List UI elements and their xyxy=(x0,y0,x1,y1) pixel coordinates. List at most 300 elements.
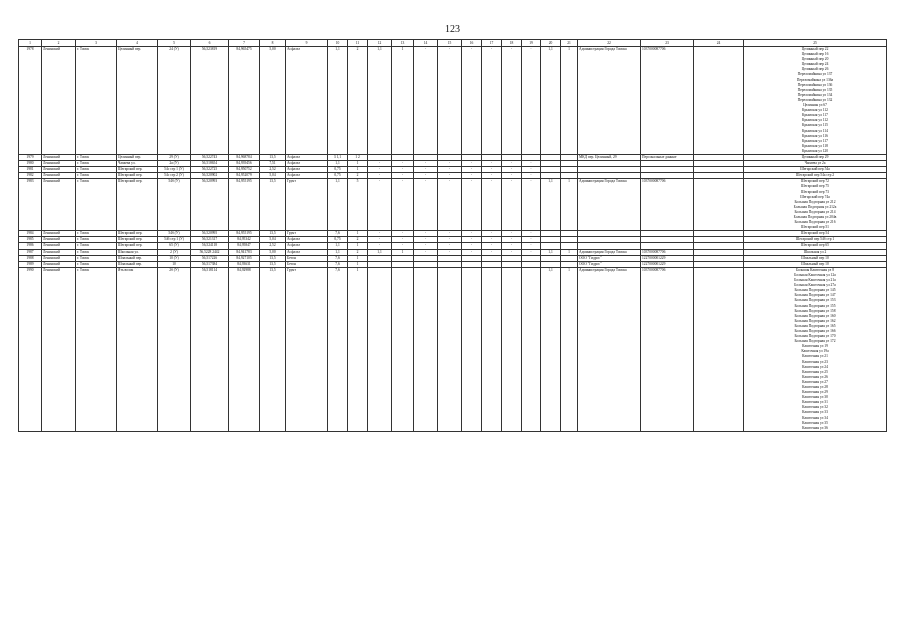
served-address: Кашточная ул 23 xyxy=(802,359,828,364)
table-cell: 1979 xyxy=(19,154,42,160)
column-number: 7 xyxy=(229,40,260,47)
table-cell: 0,75 xyxy=(328,173,348,179)
table-cell: Шегарский пер. xyxy=(117,237,158,243)
table-cell: Грунт xyxy=(286,231,328,237)
table-cell: Бетон xyxy=(286,255,328,261)
table-cell: 56,518114 xyxy=(191,267,229,431)
table-cell: 13,5 xyxy=(260,255,286,261)
column-number: 2 xyxy=(42,40,76,47)
table-cell: - xyxy=(414,167,438,173)
table-cell: - xyxy=(482,173,502,179)
table-cell: 84,93631 xyxy=(229,261,260,267)
table-cell: 1 xyxy=(561,47,578,155)
table-cell: - xyxy=(392,243,414,249)
table-cell: Целинный пер. xyxy=(117,154,158,160)
table-cell: - xyxy=(502,161,522,167)
served-address: Кашточная ул 35 xyxy=(802,420,828,425)
table-cell: 2а (У) xyxy=(158,161,191,167)
table-row xyxy=(19,267,887,431)
served-address: Крымская ул 116 xyxy=(802,133,828,138)
column-number: 13 xyxy=(392,40,414,47)
served-address: Большая Подгорная ул 214 xyxy=(794,209,836,214)
column-number: 11 xyxy=(348,40,368,47)
table-cell: - xyxy=(368,161,392,167)
table-cell: - xyxy=(522,161,541,167)
column-number: 24 xyxy=(694,40,744,47)
served-address: Большая Подгорная ул 153 xyxy=(794,298,836,303)
served-address: Целинный пер 16 xyxy=(801,52,829,57)
table-cell: г. Томск xyxy=(76,237,117,243)
table-cell: 1985 xyxy=(19,237,42,243)
served-address: Переломайкина ул 137 xyxy=(797,72,833,77)
table-cell: 1 xyxy=(348,161,368,167)
table-cell: 2 xyxy=(348,47,368,155)
table-cell: г. Томск xyxy=(76,261,117,267)
table-cell xyxy=(392,267,414,431)
served-address: Большая Подгорная ул 216 xyxy=(794,220,836,225)
table-cell: - xyxy=(414,173,438,179)
table-cell: - xyxy=(502,237,522,243)
served-address: Шегарский пер 54а xyxy=(800,167,830,172)
table-cell: - xyxy=(438,167,462,173)
table-cell: - xyxy=(502,167,522,173)
served-address: Кашточная ул 24 xyxy=(802,364,828,369)
table-cell: - xyxy=(414,243,438,249)
column-number: 6 xyxy=(191,40,229,47)
served-address: Кашточная ул 32 xyxy=(802,405,828,410)
table-cell: Ленинский xyxy=(42,243,76,249)
table-cell: 1 xyxy=(348,255,368,261)
table-cell: 1990 xyxy=(19,267,42,431)
served-address: Большая Подгорная ул 212а xyxy=(793,204,837,209)
table-cell: 0,75 xyxy=(328,237,348,243)
table-cell: - xyxy=(438,179,462,231)
table-cell: 56,517226 xyxy=(191,255,229,261)
table-cell: Ленинский xyxy=(42,154,76,160)
table-cell: - xyxy=(482,179,502,231)
table-cell: - xyxy=(522,179,541,231)
table-cell xyxy=(414,267,438,431)
table-cell: 1,1 xyxy=(328,47,348,155)
served-address: Большая Кашточная ул 8 xyxy=(795,267,835,272)
table-cell: ООО "Гидрос" xyxy=(578,255,641,261)
table-cell: - xyxy=(462,47,482,155)
table-cell: 1 xyxy=(561,267,578,431)
table-cell: - xyxy=(462,167,482,173)
column-number: 10 xyxy=(328,40,348,47)
served-addresses-cell xyxy=(744,47,887,155)
table-cell: 7,6 xyxy=(328,231,348,237)
served-address: Крымская ул 117 xyxy=(802,113,828,118)
table-cell: г. Томск xyxy=(76,167,117,173)
served-address: Крымская ул 118 xyxy=(802,143,828,148)
table-row xyxy=(19,47,887,155)
table-cell: г. Томск xyxy=(76,154,117,160)
table-cell: 1,1 xyxy=(328,161,348,167)
table-cell: Школьная ул. xyxy=(117,249,158,255)
table-cell: ООО "Гидрос" xyxy=(578,261,641,267)
table-cell: 10 (У) xyxy=(158,255,191,261)
table-cell: Ленинский xyxy=(42,231,76,237)
served-address: Шегарский пер 73 xyxy=(801,189,829,194)
table-cell: - xyxy=(462,173,482,179)
column-number: 5 xyxy=(158,40,191,47)
table-cell: 1986 xyxy=(19,243,42,249)
table-cell: - xyxy=(414,179,438,231)
table-cell: 2,52 xyxy=(260,167,286,173)
table-cell: 5,00 xyxy=(260,47,286,155)
table-cell: 1987 xyxy=(19,249,42,255)
table-cell: 54б (У) xyxy=(158,179,191,231)
registry-table xyxy=(18,39,887,432)
table-cell: - xyxy=(414,161,438,167)
table-cell: 56,523819 xyxy=(191,47,229,155)
table-cell: - xyxy=(502,243,522,249)
table-cell: 1227000001229 xyxy=(641,261,694,267)
served-address: Шпальный пер 10 xyxy=(801,261,829,266)
served-address: Большая Кашточная ул 12а xyxy=(794,272,836,277)
table-cell xyxy=(368,267,392,431)
served-address: Кашточная ул 30 xyxy=(802,395,828,400)
table-cell: - xyxy=(368,237,392,243)
table-cell: Администрация Города Томска xyxy=(578,249,641,255)
served-address: Большая Кашточная ул 27а xyxy=(794,283,836,288)
table-cell: 13,5 xyxy=(260,179,286,231)
column-number: 25 xyxy=(744,40,887,47)
table-cell: 1037000087706 xyxy=(641,179,694,231)
table-cell: г. Томск xyxy=(76,267,117,431)
table-cell: 7,6 xyxy=(328,255,348,261)
table-cell: Ленинский xyxy=(42,179,76,231)
served-address: Шегарский пер 54б стр 1 xyxy=(795,237,835,242)
table-cell: 1 xyxy=(392,47,414,155)
table-cell: - xyxy=(522,249,541,255)
column-number: 16 xyxy=(462,40,482,47)
table-cell: Шегарский пер. xyxy=(117,179,158,231)
table-cell: 1,1 xyxy=(541,249,561,255)
table-cell: 84,965475 xyxy=(229,47,260,155)
table-cell: 0,75 xyxy=(328,167,348,173)
table-cell: - xyxy=(462,237,482,243)
table-cell: Шегарский пер. xyxy=(117,231,158,237)
table-cell: 56,517384 xyxy=(191,261,229,267)
column-number: 20 xyxy=(541,40,561,47)
table-cell xyxy=(694,267,744,431)
table-cell: - xyxy=(502,47,522,155)
table-cell xyxy=(502,267,522,431)
served-address: Кашточная ул 25 xyxy=(802,369,828,374)
served-address: Переломайкина ул 136а xyxy=(796,77,834,82)
table-cell: Шегарский пер. xyxy=(117,173,158,179)
table-cell: 5,04 xyxy=(260,237,286,243)
table-cell: Администрация Города Томска xyxy=(578,47,641,155)
served-addresses-cell xyxy=(744,179,887,231)
column-number: 22 xyxy=(578,40,641,47)
table-cell: - xyxy=(482,243,502,249)
table-cell: - xyxy=(438,231,462,237)
table-cell: 10 xyxy=(158,261,191,267)
table-cell: - xyxy=(392,231,414,237)
table-cell: 56,520993 xyxy=(191,179,229,231)
table-cell: - xyxy=(368,179,392,231)
table-cell: Администрация Города Томска xyxy=(578,267,641,431)
served-address: Кашточная ул 19а xyxy=(801,349,829,354)
table-cell: 2б (У) xyxy=(158,267,191,431)
served-address: Крымская ул 115 xyxy=(802,123,828,128)
table-cell: 29 (У) xyxy=(158,154,191,160)
table-cell: г. Томск xyxy=(76,249,117,255)
table-cell: - xyxy=(414,249,438,255)
table-cell: 1,1 xyxy=(541,47,561,155)
table-cell: - xyxy=(392,161,414,167)
table-cell: 7,6 xyxy=(328,267,348,431)
table-cell: Ленинский xyxy=(42,161,76,167)
table-cell: - xyxy=(368,173,392,179)
table-cell: 56,520902 xyxy=(191,173,229,179)
served-address: Кашточная ул 34 xyxy=(802,415,828,420)
served-address: Кашточная ул 29 xyxy=(802,390,828,395)
table-cell: 1980 xyxy=(19,161,42,167)
served-address: Большая Подгорная ул 160 xyxy=(794,313,836,318)
table-cell: 1037000087706 xyxy=(641,249,694,255)
column-number: 8 xyxy=(260,40,286,47)
table-cell: - xyxy=(502,249,522,255)
table-cell: 13,5 xyxy=(260,261,286,267)
table-cell: - xyxy=(502,179,522,231)
table-cell: 2 xyxy=(348,249,368,255)
column-number: 3 xyxy=(76,40,117,47)
table-cell: г. Томск xyxy=(76,231,117,237)
table-cell: Персональные данные xyxy=(641,154,694,160)
served-address: Шпальный пер 10 xyxy=(801,255,829,260)
table-cell: Грунт xyxy=(286,179,328,231)
table-cell: - xyxy=(522,173,541,179)
table-cell: Асфальт xyxy=(286,167,328,173)
served-address: Шегарский пер 75 xyxy=(801,184,829,189)
table-cell: 1 2 xyxy=(348,154,368,160)
table-cell: 2 (У) xyxy=(158,249,191,255)
table-cell: 13,5 xyxy=(260,267,286,431)
served-addresses-cell xyxy=(744,267,887,431)
column-number: 1 xyxy=(19,40,42,47)
served-address: Большая Подгорная ул 155 xyxy=(794,303,836,308)
table-cell: 84,955195 xyxy=(229,231,260,237)
table-cell: 7,51 xyxy=(260,161,286,167)
table-cell: - xyxy=(482,231,502,237)
table-cell: - xyxy=(522,231,541,237)
table-cell: - xyxy=(368,167,392,173)
table-cell xyxy=(694,179,744,231)
table-cell: 3 1,1 xyxy=(328,154,348,160)
table-cell: 1,1 xyxy=(368,249,392,255)
table-cell: 7,6 xyxy=(328,261,348,267)
table-cell: 84,95342 xyxy=(229,237,260,243)
table-cell: - xyxy=(502,231,522,237)
table-cell: Асфальт xyxy=(286,249,328,255)
table-cell: Асфальт xyxy=(286,237,328,243)
table-cell: 1989 xyxy=(19,261,42,267)
table-cell: Асфальт xyxy=(286,161,328,167)
table-cell: 1,1 xyxy=(328,249,348,255)
table-cell: 5,00 xyxy=(260,249,286,255)
table-cell: 1037000087706 xyxy=(641,267,694,431)
table-cell: 84,955195 xyxy=(229,179,260,231)
served-address: Шегарский пер 51 xyxy=(801,225,829,230)
served-address: Крымская ул 114 xyxy=(802,128,828,133)
served-address: Большая Кашточная ул 21а xyxy=(794,278,836,283)
table-cell: 1 xyxy=(348,267,368,431)
table-cell: - xyxy=(392,173,414,179)
served-address: Кашточная ул 26 xyxy=(802,374,828,379)
column-number: 14 xyxy=(414,40,438,47)
table-cell: г. Томск xyxy=(76,161,117,167)
column-number: 23 xyxy=(641,40,694,47)
table-cell: - xyxy=(482,237,502,243)
served-address: Целинный пер 26 xyxy=(801,67,829,72)
served-address: Шегарский пер 54а стр 2 xyxy=(795,173,835,178)
table-cell: г. Томск xyxy=(76,243,117,249)
served-address: Большая Подгорная ул 147 xyxy=(794,293,836,298)
table-cell: Шегарский пер. xyxy=(117,243,158,249)
table-cell: г. Томск xyxy=(76,173,117,179)
table-cell: - xyxy=(392,237,414,243)
served-address: Переломайкина ул 134 xyxy=(797,92,833,97)
table-cell: Ленинский xyxy=(42,237,76,243)
table-cell: Ленинский xyxy=(42,255,76,261)
served-address: Большая Подгорная ул 166 xyxy=(794,328,836,333)
table-cell: 56,522743 xyxy=(191,154,229,160)
served-address: Большая Подгорная ул 158 xyxy=(794,308,836,313)
served-address: Целинный пер 20 xyxy=(801,57,829,62)
table-cell: 1,1 xyxy=(328,243,348,249)
table-cell: 84,95847 xyxy=(229,243,260,249)
table-cell: 13,5 xyxy=(260,231,286,237)
table-cell: - xyxy=(392,179,414,231)
table-cell: Бетон xyxy=(286,261,328,267)
table-cell xyxy=(694,47,744,155)
table-cell: Грунт xyxy=(286,267,328,431)
served-address: Шегарский пер 54 xyxy=(801,231,829,236)
table-cell xyxy=(438,267,462,431)
table-cell: 1,1 xyxy=(541,179,561,231)
table-cell: 84,927105 xyxy=(229,255,260,261)
table-cell: - xyxy=(482,249,502,255)
table-cell: 13,5 xyxy=(260,154,286,160)
served-address: Переломайкина ул 135 xyxy=(797,87,833,92)
served-address: Большая Подгорная ул 170 xyxy=(794,334,836,339)
served-address: Большая Подгорная ул 212 xyxy=(794,199,836,204)
column-number-row xyxy=(19,40,887,47)
table-cell: 56,522725 xyxy=(191,167,229,173)
table-cell: 5,04 xyxy=(260,173,286,179)
page-number: 123 xyxy=(445,24,460,35)
table-cell: Шегарский пер. xyxy=(117,167,158,173)
served-address: Шегарский пер 72 xyxy=(801,179,829,184)
served-address: Большая Подгорная ул 165 xyxy=(794,323,836,328)
table-cell: 54с стр 1 (У) xyxy=(158,167,191,173)
table-cell: Ленинский xyxy=(42,261,76,267)
column-number: 12 xyxy=(368,40,392,47)
table-cell: 1984 xyxy=(19,231,42,237)
table-cell: г. Томск xyxy=(76,255,117,261)
table-cell: - xyxy=(438,249,462,255)
table-cell: - xyxy=(438,161,462,167)
served-address: Кашточная ул 33 xyxy=(802,410,828,415)
table-cell: Ять волок xyxy=(117,267,158,431)
column-number: 18 xyxy=(502,40,522,47)
table-cell: 65 (У) xyxy=(158,243,191,249)
table-cell xyxy=(482,267,502,431)
served-address: Школьная ул 2 xyxy=(803,249,827,254)
served-address: Шегарский пер 65 xyxy=(801,243,829,248)
table-cell: 1978 xyxy=(19,47,42,155)
table-cell: - xyxy=(522,237,541,243)
table-cell: Чапаева ул. xyxy=(117,161,158,167)
table-cell: - xyxy=(462,243,482,249)
column-number: 17 xyxy=(482,40,502,47)
table-cell: 1,1 xyxy=(541,267,561,431)
table-cell: - xyxy=(462,249,482,255)
table-cell: Ленинский xyxy=(42,173,76,179)
served-address: Чапаева ул 2а xyxy=(804,161,826,166)
table-cell: - xyxy=(414,237,438,243)
served-address: Большая Подгорная ул 172 xyxy=(794,339,836,344)
column-number: 19 xyxy=(522,40,541,47)
table-cell: Ленинский xyxy=(42,267,76,431)
column-number: 21 xyxy=(561,40,578,47)
table-cell: 84,941783 xyxy=(229,249,260,255)
served-address: Кашточная ул 31 xyxy=(802,400,828,405)
column-number: 4 xyxy=(117,40,158,47)
served-address: Крымская ул 120 xyxy=(801,148,829,153)
table-cell xyxy=(462,267,482,431)
table-cell: Администрация Города Томска xyxy=(578,179,641,231)
table-cell: 56,518654 xyxy=(191,161,229,167)
table-cell xyxy=(522,267,541,431)
table-cell: 84,939456 xyxy=(229,161,260,167)
table-cell: - xyxy=(368,243,392,249)
table-cell: - xyxy=(438,173,462,179)
table-cell: 1 xyxy=(561,249,578,255)
table-cell: 1988 xyxy=(19,255,42,261)
column-number: 9 xyxy=(286,40,328,47)
column-number: 15 xyxy=(438,40,462,47)
table-cell: Ленинский xyxy=(42,47,76,155)
table-cell: 1,1 xyxy=(368,47,392,155)
table-cell: 5 xyxy=(348,179,368,231)
table-cell: Асфальт xyxy=(286,154,328,160)
served-address: Целинный пер 22 xyxy=(801,47,829,51)
table-cell: 54б стр 1 (У) xyxy=(158,237,191,243)
served-address: Шегарский пер 74а xyxy=(800,194,830,199)
table-cell: 1 xyxy=(348,231,368,237)
served-address: Крымская ул 112 xyxy=(802,118,828,123)
table-cell: - xyxy=(522,47,541,155)
served-address: Целинный пер 29 xyxy=(801,154,829,159)
table-cell: - xyxy=(438,243,462,249)
table-cell: Асфальт xyxy=(286,47,328,155)
table-cell: 1982 xyxy=(19,173,42,179)
table-cell: Асфальт xyxy=(286,173,328,179)
table-cell: г. Томск xyxy=(76,179,117,231)
table-cell: - xyxy=(392,167,414,173)
table-cell: 56,520995 xyxy=(191,231,229,237)
table-cell: - xyxy=(482,167,502,173)
served-address: Крымская ул 117 xyxy=(802,138,828,143)
table-cell: г. Томск xyxy=(76,47,117,155)
table-cell: - xyxy=(462,161,482,167)
table-cell: 1 xyxy=(561,179,578,231)
